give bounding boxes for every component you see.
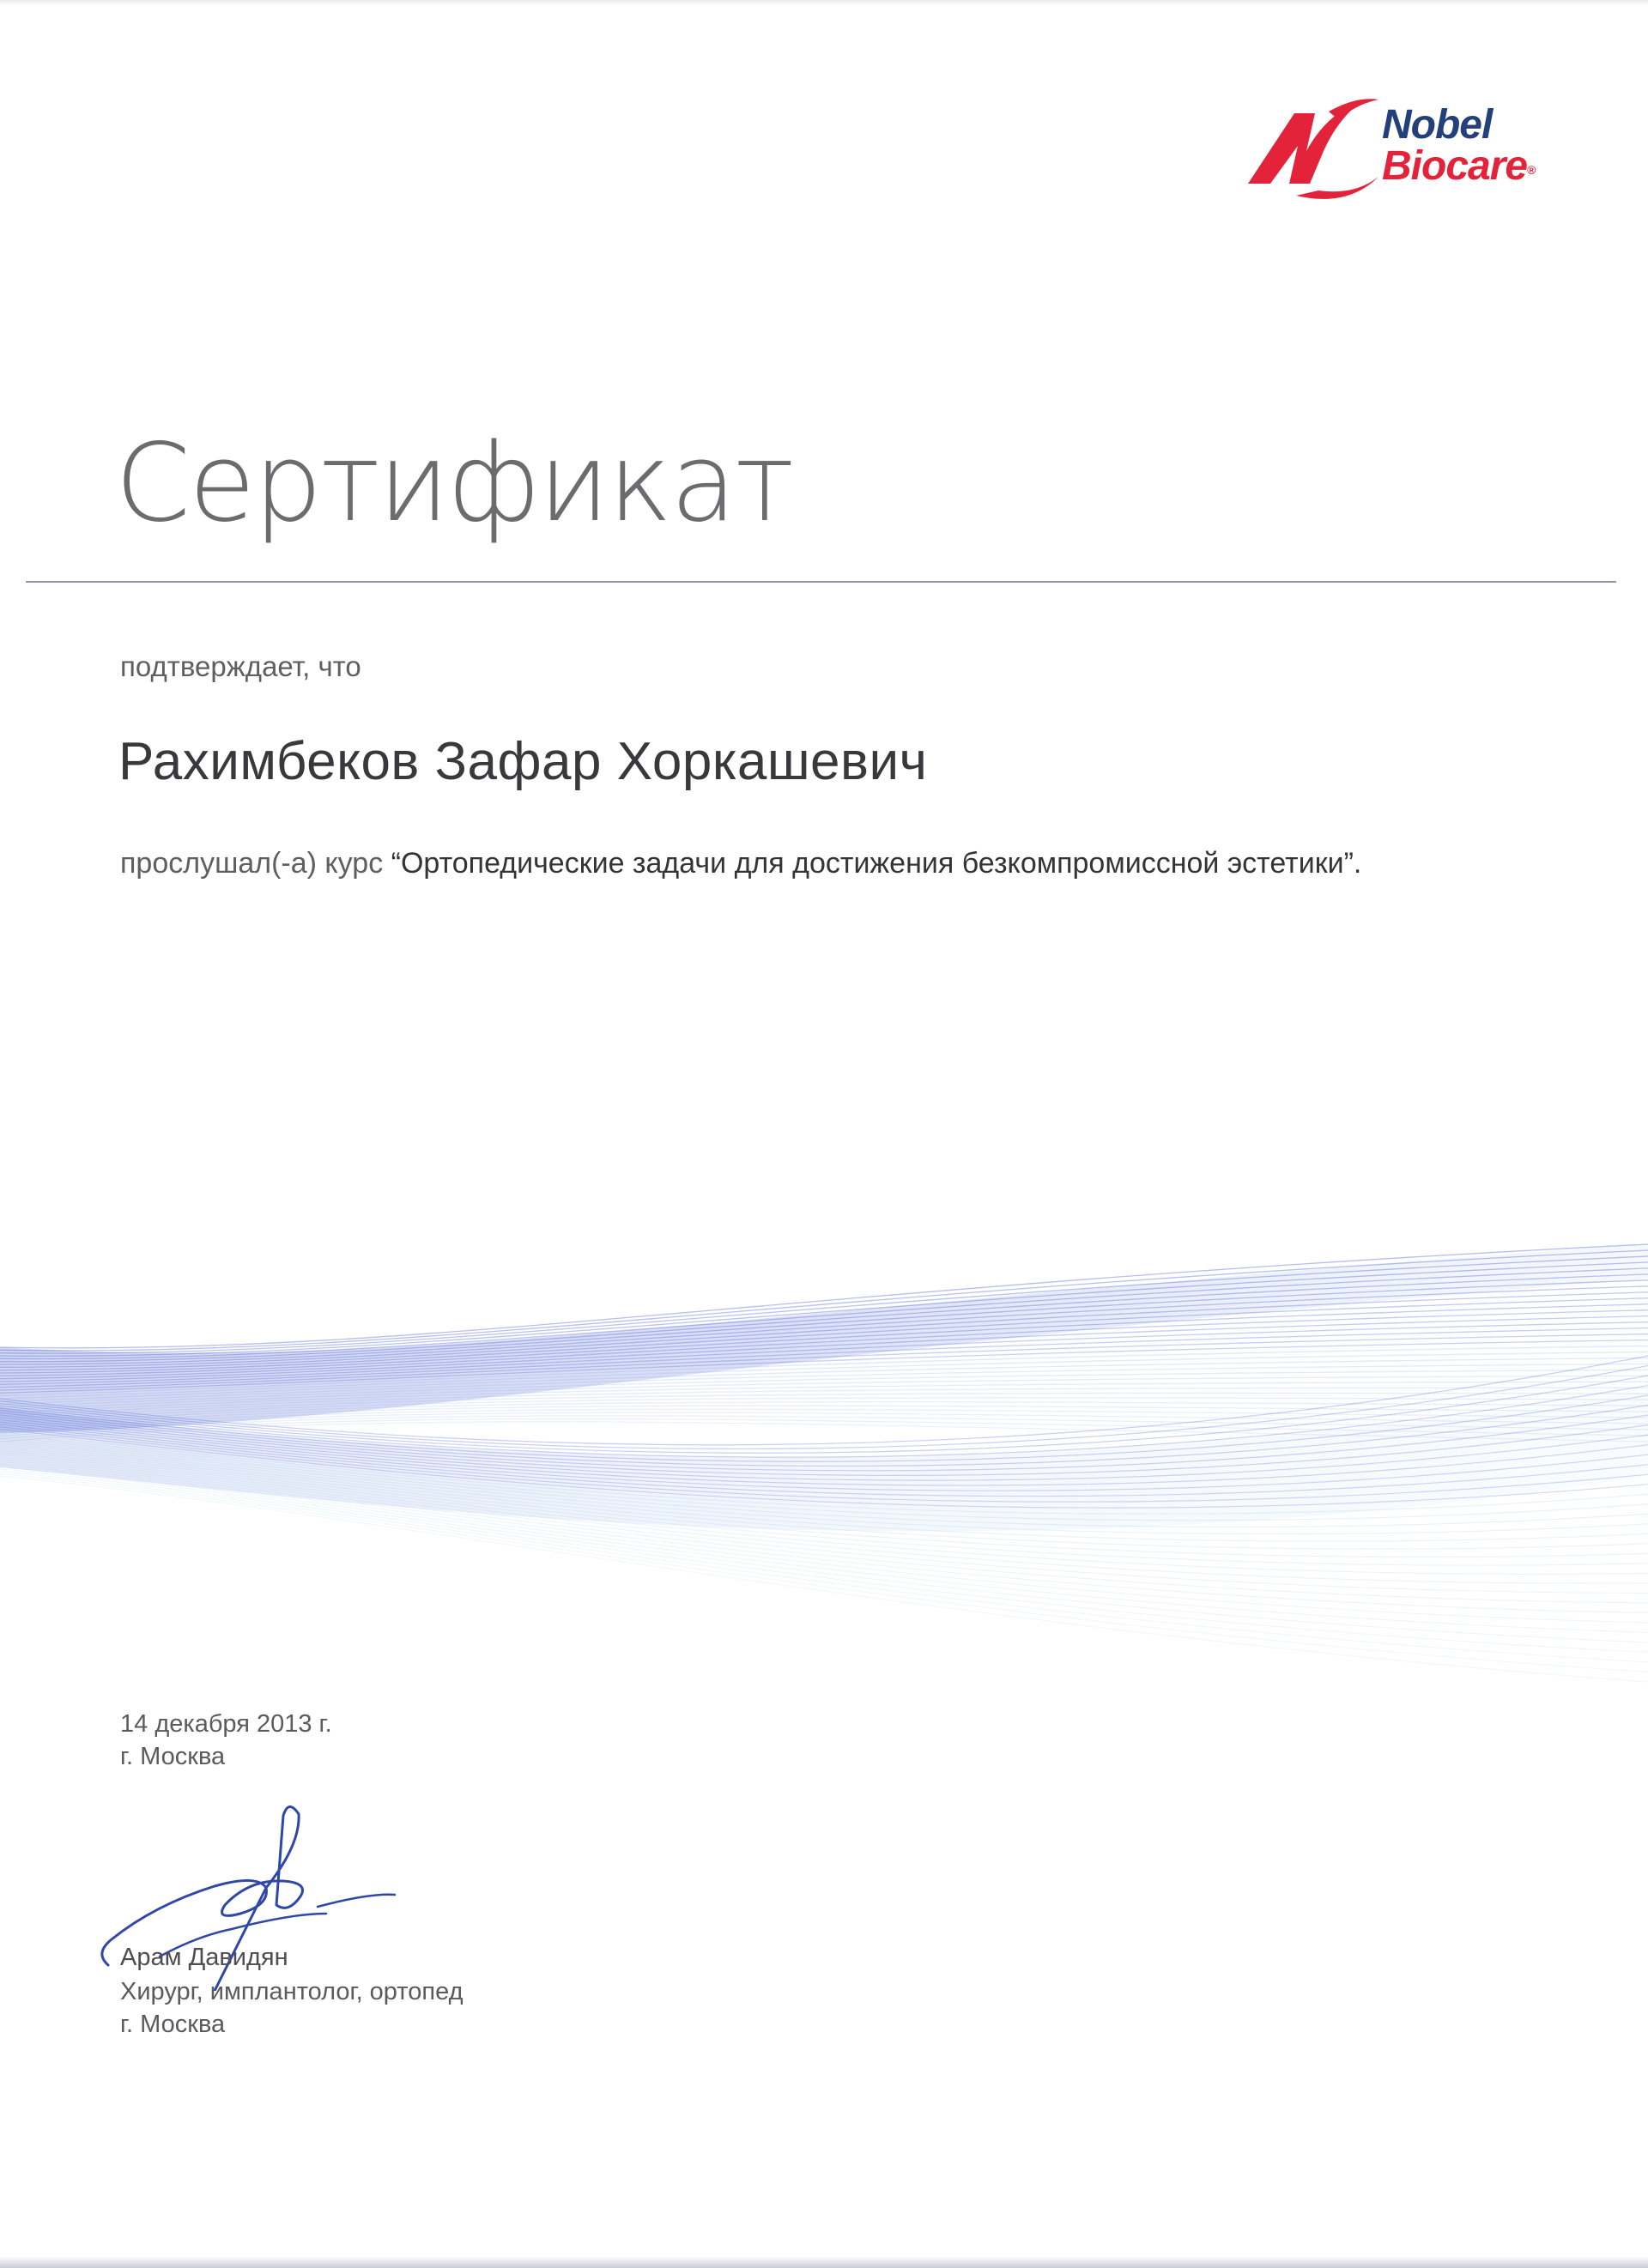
title-divider [26,581,1616,583]
course-line [120,845,1361,881]
logo-word-biocare [1382,143,1554,189]
signatory-role: Хирург, имплантолог, ортопед [120,1978,464,2005]
recipient-name: Рахимбеков Зафар Хоркашевич [118,732,928,791]
issue-date: 14 декабря 2013 г. [120,1710,332,1738]
logo-word-nobel: Nobel [1382,102,1493,148]
nobel-biocare-n-logo-icon [1245,94,1382,206]
certificate-title: Сертификат [115,420,793,546]
nobel-biocare-logo [1245,94,1554,206]
scan-edge-top [0,0,1648,5]
confirm-text: подтверждает, что [120,650,361,682]
signatory-city: г. Москва [120,2011,226,2038]
logo-word-biocare-text: Biocare [1382,143,1528,189]
logo-wordmark [1382,102,1554,189]
decorative-wave [0,1219,1648,1699]
course-prefix: прослушал(-а) курс [120,847,391,880]
scan-edge-bottom [0,2256,1648,2268]
registered-mark: ® [1527,163,1536,177]
signatory-name: Арам Давидян [120,1944,288,1971]
course-name: “Ортопедические задачи для достижения безкомпромиссной эстетики”. [391,847,1362,880]
issue-city: г. Москва [120,1743,226,1770]
wave-lines [0,1244,1648,1682]
